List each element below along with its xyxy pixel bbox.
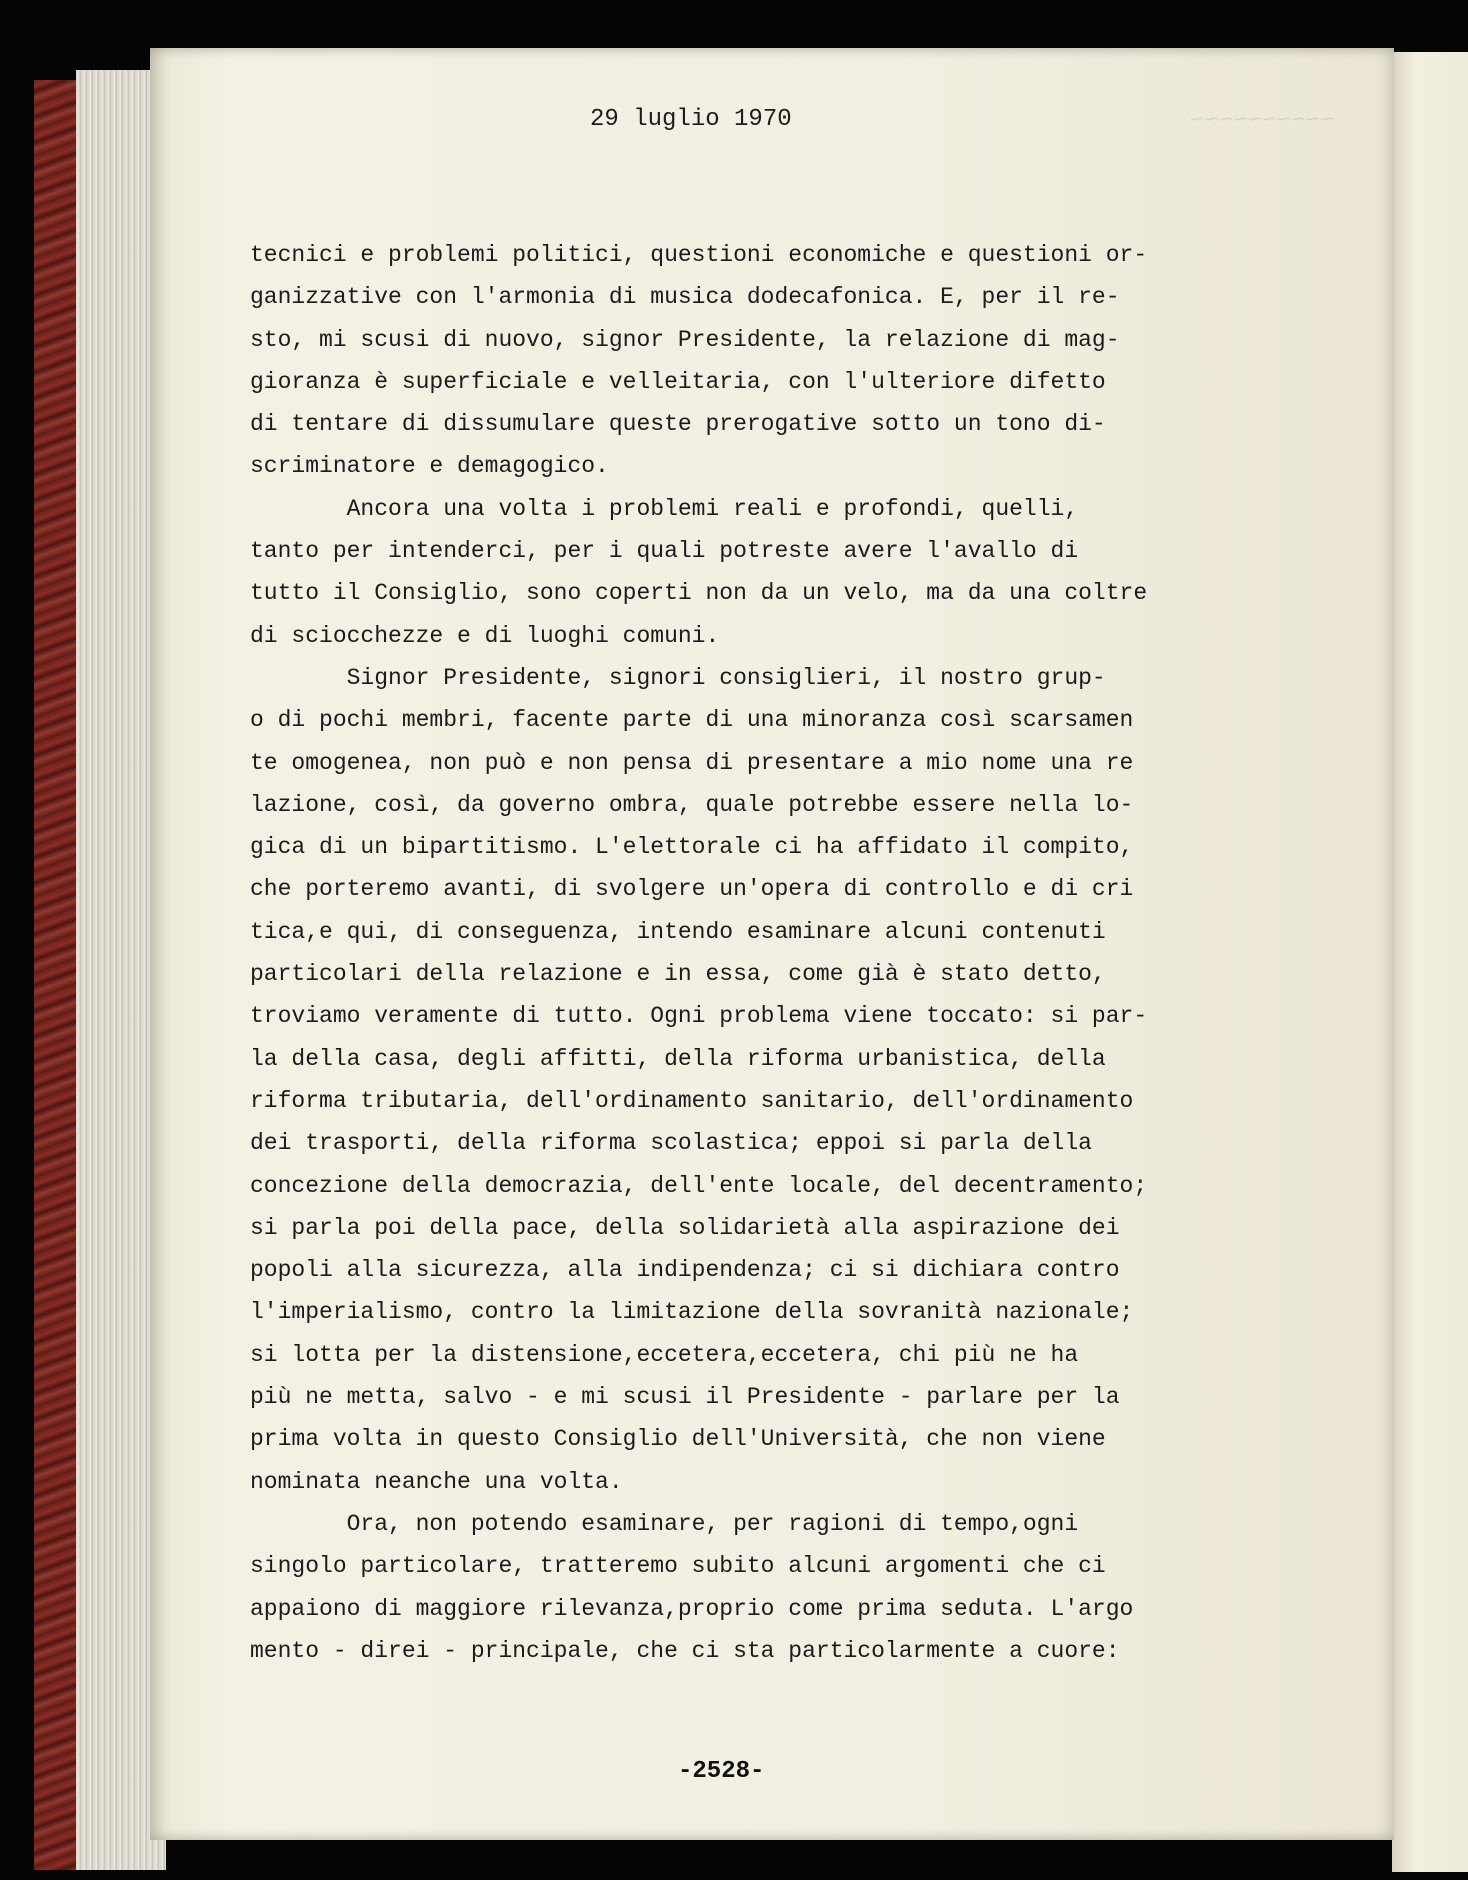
- text-line: si lotta per la distensione,eccetera,eccetera, chi più ne ha: [250, 1341, 1079, 1368]
- text-line: o di pochi membri, facente parte di una minoranza così scarsamen: [250, 707, 1134, 734]
- text-line: prima volta in questo Consiglio dell'Università, che non viene: [250, 1426, 1106, 1453]
- book-binding: [34, 80, 82, 1870]
- text-line: Ancora una volta i problemi reali e profondi, quelli,: [250, 495, 1079, 522]
- adjacent-page-edge: [1392, 52, 1468, 1872]
- text-line: l'imperialismo, contro la limitazione della sovranità nazionale;: [250, 1299, 1134, 1326]
- text-line: lazione, così, da governo ombra, quale potrebbe essere nella lo-: [250, 791, 1134, 818]
- show-through-text: ~~~~~~~~~~: [1190, 108, 1335, 135]
- text-line: appaiono di maggiore rilevanza,proprio come prima seduta. L'argo: [250, 1595, 1134, 1622]
- text-line: te omogenea, non può e non pensa di presentare a mio nome una re: [250, 749, 1134, 776]
- text-line: Ora, non potendo esaminare, per ragioni di tempo,ogni: [250, 1510, 1079, 1537]
- text-line: ganizzative con l'armonia di musica dodecafonica. E, per il re-: [250, 284, 1120, 311]
- text-line: di tentare di dissumulare queste prerogative sotto un tono di-: [250, 411, 1106, 438]
- text-line: di sciocchezze e di luoghi comuni.: [250, 622, 720, 649]
- text-line: sto, mi scusi di nuovo, signor Presidente, la relazione di mag-: [250, 326, 1120, 353]
- text-line: particolari della relazione e in essa, come già è stato detto,: [250, 961, 1106, 988]
- text-line: scriminatore e demagogico.: [250, 453, 609, 480]
- text-line: più ne metta, salvo - e mi scusi il Presidente - parlare per la: [250, 1384, 1120, 1411]
- text-line: concezione della democrazia, dell'ente locale, del decentramento;: [250, 1172, 1148, 1199]
- text-line: tutto il Consiglio, sono coperti non da un velo, ma da una coltre: [250, 580, 1148, 607]
- text-line: dei trasporti, della riforma scolastica; eppoi si parla della: [250, 1130, 1092, 1157]
- text-line: riforma tributaria, dell'ordinamento sanitario, dell'ordinamento: [250, 1087, 1134, 1114]
- text-line: tica,e qui, di conseguenza, intendo esaminare alcuni contenuti: [250, 918, 1106, 945]
- text-line: gioranza è superficiale e velleitaria, con l'ulteriore difetto: [250, 368, 1106, 395]
- text-line: singolo particolare, tratteremo subito alcuni argomenti che ci: [250, 1553, 1106, 1580]
- text-line: gica di un bipartitismo. L'elettorale ci ha affidato il compito,: [250, 834, 1134, 861]
- text-line: si parla poi della pace, della solidarietà alla aspirazione dei: [250, 1214, 1120, 1241]
- text-line: troviamo veramente di tutto. Ogni problema viene toccato: si par-: [250, 1003, 1148, 1030]
- text-line: tecnici e problemi politici, questioni economiche e questioni or-: [250, 242, 1148, 268]
- page-number: -2528-: [678, 1758, 765, 1785]
- text-line: tanto per intenderci, per i quali potreste avere l'avallo di: [250, 538, 1079, 565]
- text-line: mento - direi - principale, che ci sta particolarmente a cuore:: [250, 1637, 1120, 1664]
- text-line: Signor Presidente, signori consiglieri, il nostro grup-: [250, 664, 1106, 691]
- page-header-date: 29 luglio 1970: [590, 106, 792, 133]
- text-line: la della casa, degli affitti, della riforma urbanistica, della: [250, 1045, 1106, 1072]
- text-line: nominata neanche una volta.: [250, 1468, 623, 1495]
- text-line: che porteremo avanti, di svolgere un'opera di controllo e di cri: [250, 876, 1134, 903]
- text-line: popoli alla sicurezza, alla indipendenza; ci si dichiara contro: [250, 1257, 1120, 1284]
- body-text: [250, 234, 1210, 1672]
